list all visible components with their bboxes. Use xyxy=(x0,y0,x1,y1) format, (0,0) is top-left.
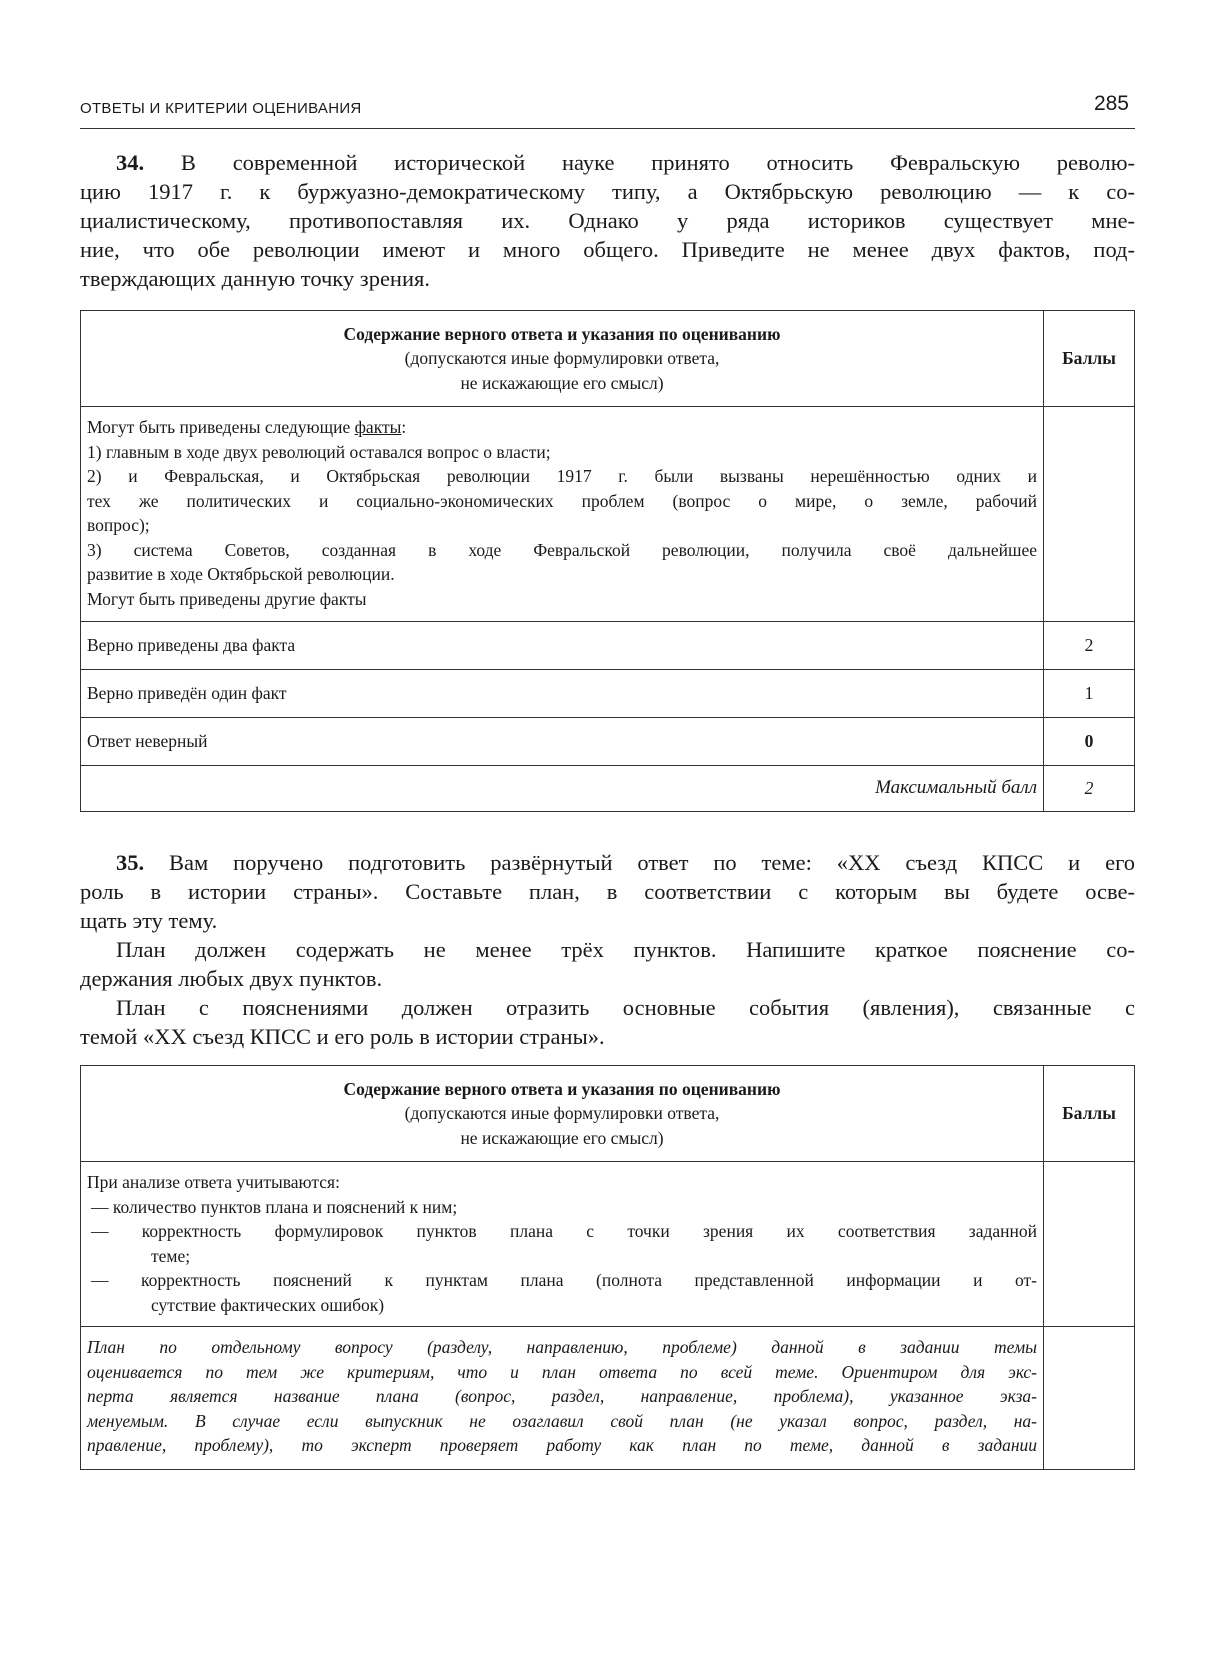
criteria-item: — количество пунктов плана и пояснений к ним; xyxy=(91,1196,458,1217)
text-line: План с пояснениями должен отразить основные события (явления), связанные с xyxy=(116,995,1135,1020)
content-line: вопрос); xyxy=(87,515,150,535)
header-line: (допускаются иные формулировки ответа, xyxy=(404,1103,720,1124)
header-line: Содержание верного ответа и указания по оцениванию xyxy=(343,1078,781,1099)
page-number: 285 xyxy=(1093,92,1129,115)
criterion-points: 2 xyxy=(1084,635,1094,655)
note-line: перта является название плана (вопрос, раздел, направление, проблема), указанное экза- xyxy=(87,1386,1037,1406)
text-line: План должен содержать не менее трёх пунктов. Напишите краткое пояснение со- xyxy=(116,937,1135,962)
text-line: темой «XX съезд КПСС и его роль в истории страны». xyxy=(80,1024,605,1049)
header-line: (допускаются иные формулировки ответа, xyxy=(404,348,720,369)
criterion-label: Верно приведён один факт xyxy=(81,670,1044,717)
note-line: правление, проблему), то эксперт проверяет работу как план по теме, данной в задании xyxy=(87,1435,1037,1455)
section-title: ОТВЕТЫ И КРИТЕРИИ ОЦЕНИВАНИЯ xyxy=(80,100,362,117)
criteria-item: — корректность формулировок пунктов плана с точки зрения их соответствия заданной xyxy=(91,1221,1037,1241)
header-line: Содержание верного ответа и указания по оцениванию xyxy=(343,323,781,344)
content-line: тех же политических и социально-экономических проблем (вопрос о мире, о земле, рабочий xyxy=(87,490,1037,511)
content-line: развитие в ходе Октябрьской революции. xyxy=(87,564,395,584)
criteria-row xyxy=(81,1161,1134,1326)
task-35-criteria-table xyxy=(80,1065,1135,1470)
criteria-item-cont: сутствие фактических ошибок) xyxy=(151,1294,385,1315)
task-number: 34. xyxy=(116,150,145,175)
task-34-criteria-table xyxy=(80,310,1135,812)
running-header xyxy=(80,92,1135,129)
note-line: менуемым. В случае если выпускник не озаглавил свой план (не указал вопрос, раздел, на- xyxy=(87,1410,1037,1431)
points-header: Баллы xyxy=(1062,1103,1116,1123)
criterion-label: Верно приведены два факта xyxy=(81,622,1044,669)
answer-content-row xyxy=(81,406,1134,621)
max-score-value: 2 xyxy=(1084,778,1094,798)
text-line: цию 1917 г. к буржуазно-демократическому типу, а Октябрьскую революцию — к со- xyxy=(80,179,1135,204)
table-row xyxy=(81,669,1134,717)
note-row xyxy=(81,1326,1134,1469)
text-line: 35. Вам поручено подготовить развёрнутый ответ по теме: «XX съезд КПСС и его xyxy=(116,850,1136,875)
content-line: 1) главным в ходе двух революций оставался вопрос о власти; xyxy=(87,441,551,462)
text-line: тверждающих данную точку зрения. xyxy=(80,266,430,291)
criteria-item: — корректность пояснений к пунктам плана (полнота представленной информации и от- xyxy=(91,1270,1037,1290)
text-line: держания любых двух пунктов. xyxy=(80,966,383,991)
content-line: Могут быть приведены другие факты xyxy=(87,588,367,609)
note-line: оценивается по тем же критериям, что и план ответа по всей теме. Ориентиром для экс- xyxy=(87,1361,1037,1382)
task-number: 35. xyxy=(116,850,145,875)
points-header: Баллы xyxy=(1062,348,1116,368)
text-line: 34. В современной исторической науке принято относить Февральскую револю- xyxy=(116,150,1136,175)
text-line: ние, что обе революции имеют и много общего. Приведите не менее двух фактов, под- xyxy=(80,237,1135,262)
text-line: щать эту тему. xyxy=(80,908,218,933)
header-line: не искажающие его смысл) xyxy=(460,372,664,393)
table-header-row xyxy=(81,1066,1134,1161)
criterion-label: Ответ неверный xyxy=(81,718,1044,765)
content-line: 3) система Советов, созданная в ходе Февральской революции, получила своё дальнейшее xyxy=(87,539,1037,560)
note-line: План по отдельному вопросу (разделу, направлению, проблеме) данной в задании темы xyxy=(87,1337,1037,1357)
task-35-text xyxy=(80,848,1135,1051)
criteria-intro: При анализе ответа учитываются: xyxy=(87,1172,340,1192)
text-line: роль в истории страны». Составьте план, в соответствии с которым вы будете осве- xyxy=(80,879,1135,904)
content-line: 2) и Февральская, и Октябрьская революции 1917 г. были вызваны нерешённостью одних и xyxy=(87,466,1037,486)
table-header-row xyxy=(81,311,1134,406)
max-score-row xyxy=(81,765,1134,811)
table-row xyxy=(81,621,1134,669)
max-score-label: Максимальный балл xyxy=(81,766,1044,811)
criteria-item-cont: теме; xyxy=(151,1245,191,1266)
table-row xyxy=(81,717,1134,765)
task-34-text xyxy=(80,148,1135,293)
content-line: Могут быть приведены следующие факты: xyxy=(87,417,407,437)
text-line: циалистическому, противопоставляя их. Однако у ряда историков существует мне- xyxy=(80,208,1135,233)
header-line: не искажающие его смысл) xyxy=(460,1127,664,1148)
criterion-points: 0 xyxy=(1084,731,1094,751)
criterion-points: 1 xyxy=(1084,683,1094,703)
